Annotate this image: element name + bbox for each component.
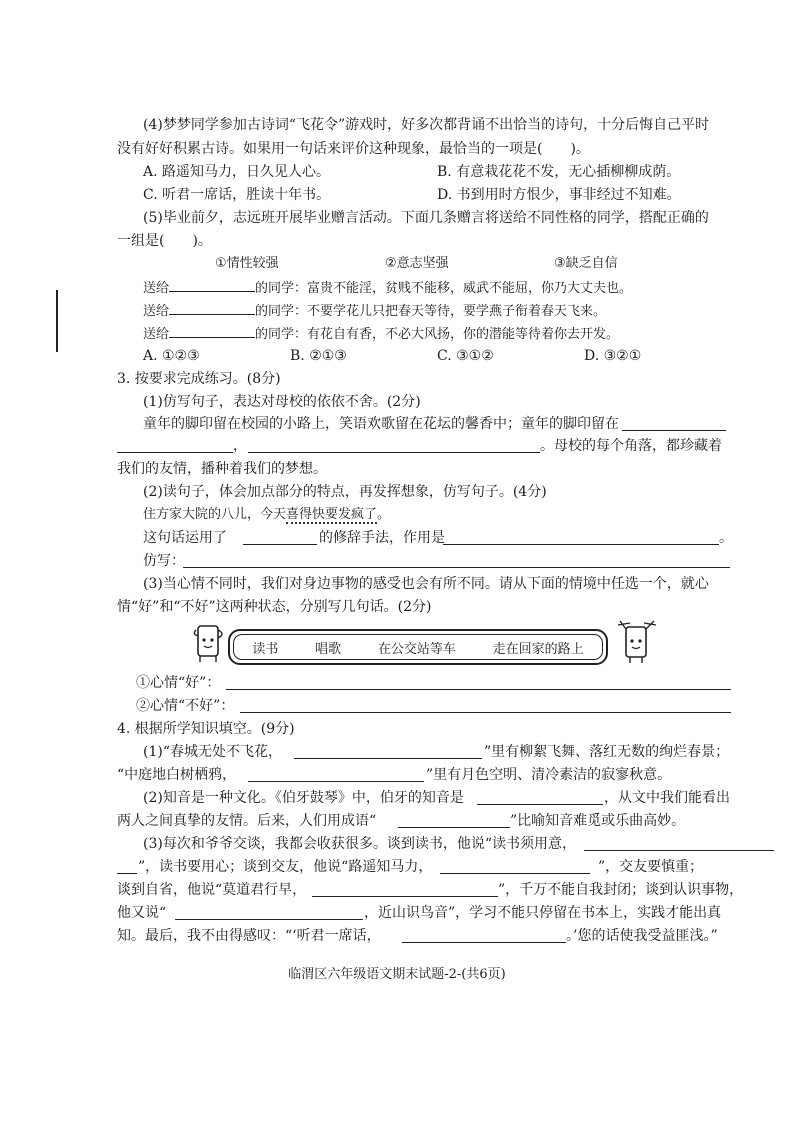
q4-option-a: A. 路遥知马力，日久见人心。 bbox=[143, 164, 331, 180]
send-blank-1[interactable] bbox=[169, 277, 255, 292]
s4-p1-b: ”里有柳絮飞舞、落红无数的绚烂春景； bbox=[484, 744, 730, 760]
s3-part1-blank-2[interactable] bbox=[117, 452, 233, 453]
send-text-1: 的同学：富贵不能淫，贫贱不能移，威武不能屈，你乃大丈夫也。 bbox=[255, 281, 633, 296]
sentence-part-c: 。 bbox=[377, 507, 391, 522]
send-text-3: 的同学：有花自有香，不必大风扬，你的潜能等待着你去开发。 bbox=[255, 327, 620, 342]
q5-option-d: D. ③②① bbox=[584, 348, 642, 364]
s4-p3-b: ”，读书要用心；谈到交友，他说“路遥知马力， bbox=[138, 859, 433, 875]
sentence-part-a: 住方家大院的八儿，今天 bbox=[143, 507, 287, 522]
scene-option-reading: 读书 bbox=[252, 641, 279, 657]
q5-option-b: B. ②①③ bbox=[290, 348, 347, 364]
scroll-book-icon-right bbox=[616, 617, 658, 665]
s3-part2-used-end: 。 bbox=[719, 530, 733, 546]
s4-blank-9[interactable] bbox=[402, 942, 566, 943]
s3-part1-line3: 我们的友情，播种着我们的梦想。 bbox=[117, 461, 327, 477]
mood-good-label: ①心情“好”： bbox=[136, 675, 221, 691]
s4-p3-e: ”，千万不能自我封闭；谈到认识事物， bbox=[498, 882, 744, 898]
section-4-title: 4. 根据所学知识填空。(9分) bbox=[117, 721, 295, 737]
s3-part1-blank-1[interactable] bbox=[622, 430, 726, 431]
q5-stem-line1: (5)毕业前夕，志远班开展毕业赠言活动。下面几条赠言将送给不同性格的同学，搭配正确的 bbox=[143, 210, 709, 226]
s3-part1-prompt: (1)仿写句子，表达对母校的依依不舍。(2分) bbox=[143, 394, 421, 410]
scene-option-singing: 唱歌 bbox=[315, 641, 342, 657]
s4-p3-c: ”，交友要慎重； bbox=[598, 859, 704, 875]
q5-send-row-1 bbox=[143, 277, 632, 299]
mood-bad-blank[interactable] bbox=[240, 712, 731, 713]
s4-p3-f: 他又说“ bbox=[117, 905, 167, 921]
q5-option-a: A. ①②③ bbox=[143, 348, 200, 364]
scene-options-inner bbox=[233, 634, 603, 660]
s4-p1-d: ”里有月色空明、清冷素洁的寂寥秋意。 bbox=[426, 767, 672, 783]
section-3-title: 3. 按要求完成练习。(8分) bbox=[117, 371, 281, 387]
s4-p2-c: 两人之间真挚的友情。后来，人们用成语“ bbox=[117, 813, 377, 829]
s4-blank-2[interactable] bbox=[248, 781, 424, 782]
s4-blank-7[interactable] bbox=[312, 896, 498, 897]
s4-p2-a: (2)知音是一种文化。《伯牙鼓琴》中，伯牙的知音是 bbox=[143, 790, 464, 806]
s4-p3-i: 。’您的话使我受益匪浅。” bbox=[566, 928, 718, 944]
send-blank-2[interactable] bbox=[169, 300, 255, 315]
s4-blank-5[interactable] bbox=[584, 850, 774, 851]
s3-part2-used: 这句话运用了 bbox=[143, 530, 227, 546]
q5-send-row-2 bbox=[143, 300, 606, 322]
mood-bad-label: ②心情“不好”： bbox=[136, 698, 235, 714]
q4-stem-line1: (4)梦梦同学参加古诗词“飞花令”游戏时，好多次都背诵不出恰当的诗句，十分后悔自己平时 bbox=[143, 117, 710, 133]
s4-p2-d: ”比喻知音难觅或乐曲高妙。 bbox=[510, 813, 686, 829]
send-text-2: 的同学：不要学花儿只把春天等待，要学燕子衔着春天飞来。 bbox=[255, 304, 607, 319]
s4-blank-5-cont[interactable] bbox=[117, 873, 137, 874]
s4-blank-6[interactable] bbox=[440, 873, 590, 874]
s3-imitate-label: 仿写： bbox=[143, 553, 185, 569]
s3-part1-line2-tail: 。母校的每个角落，都珍藏着 bbox=[540, 438, 722, 454]
scene-option-walking-home: 走在回家的路上 bbox=[492, 641, 584, 657]
scene-option-waiting-bus: 在公交站等车 bbox=[377, 641, 456, 657]
s4-blank-1[interactable] bbox=[294, 758, 482, 759]
send-prefix: 送给 bbox=[143, 281, 170, 296]
q5-option-c: C. ③①② bbox=[437, 348, 494, 364]
send-prefix: 送给 bbox=[143, 327, 170, 342]
s3-imitate-blank[interactable] bbox=[183, 567, 730, 568]
scroll-book-icon-left bbox=[190, 620, 228, 664]
margin-mark bbox=[56, 290, 58, 352]
s4-p3-d: 谈到自省，他说“莫道君行早， bbox=[117, 882, 307, 898]
s3-part2-prompt: (2)读句子，体会加点部分的特点，再发挥想象，仿写句子。(4分) bbox=[143, 484, 547, 500]
q5-send-row-3 bbox=[143, 323, 619, 345]
s4-blank-8[interactable] bbox=[175, 919, 363, 920]
s3-part1-blank-3[interactable] bbox=[248, 452, 540, 453]
s4-blank-3[interactable] bbox=[477, 804, 603, 805]
s4-p1-a: (1)“春城无处不飞花， bbox=[143, 744, 282, 760]
s3-part1-line1: 童年的脚印留在校园的小路上，笑语欢歌留在花坛的馨香中；童年的脚印留在 bbox=[143, 416, 619, 432]
mood-good-blank[interactable] bbox=[226, 689, 731, 690]
send-prefix: 送给 bbox=[143, 304, 170, 319]
page-footer: 临渭区六年级语文期末试题-2-(共6页) bbox=[288, 967, 506, 982]
s3-part3-line2: 情“好”和“不好”这两种状态，分别写几句话。(2分) bbox=[117, 599, 432, 615]
s3-effect-blank[interactable] bbox=[443, 544, 719, 545]
q5-stem-line2: 一组是( )。 bbox=[117, 233, 212, 249]
q5-trait-1: ①情性较强 bbox=[215, 256, 279, 271]
q4-option-b: B. 有意栽花花不发，无心插柳柳成荫。 bbox=[437, 164, 681, 180]
s3-rhetoric-blank[interactable] bbox=[243, 544, 317, 545]
s3-part2-sentence bbox=[143, 505, 390, 525]
s4-p3-h: 知。最后，我不由得感叹：“‘听君一席话， bbox=[117, 928, 381, 944]
s3-part1-comma: ， bbox=[233, 438, 247, 454]
s3-part3-line1: (3)当心情不同时，我们对身边事物的感受也会有所不同。请从下面的情境中任选一个，就心 bbox=[143, 576, 709, 592]
s4-p1-c: “中庭地白树栖鸦， bbox=[117, 767, 237, 783]
q5-trait-3: ③缺乏自信 bbox=[554, 256, 618, 271]
s4-p3-g: ，近山识鸟音”，学习不能只停留在书本上，实践才能出真 bbox=[364, 905, 722, 921]
q4-stem-line2: 没有好好积累古诗。如果用一句话来评价这种现象，最恰当的一项是( )。 bbox=[117, 141, 590, 157]
s3-part2-used-mid: 的修辞手法，作用是 bbox=[319, 530, 445, 546]
s4-p2-b: ，从文中我们能看出 bbox=[604, 790, 730, 806]
dotted-emphasis: 喜得快要发疯了 bbox=[286, 507, 378, 522]
q4-option-d: D. 书到用时方恨少，事非经过不知难。 bbox=[437, 187, 681, 203]
s4-p3-a: (3)每次和爷爷交谈，我都会收获很多。谈到读书，他说“读书须用意， bbox=[143, 836, 576, 852]
q5-trait-2: ②意志坚强 bbox=[385, 256, 449, 271]
send-blank-3[interactable] bbox=[169, 323, 255, 338]
q4-option-c: C. 听君一席话，胜读十年书。 bbox=[143, 187, 331, 203]
s4-blank-4[interactable] bbox=[398, 827, 510, 828]
scene-options-box bbox=[228, 629, 608, 665]
